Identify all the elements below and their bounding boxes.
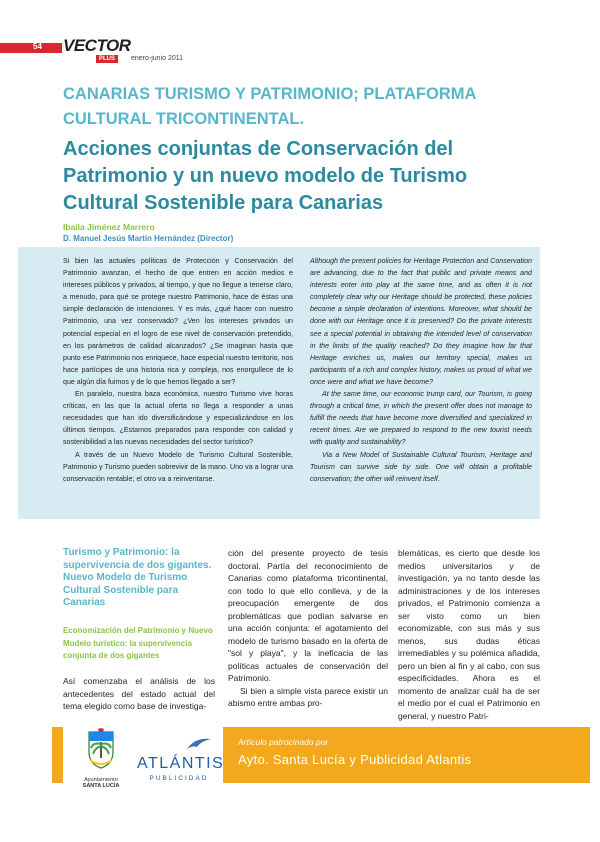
issue-date: enero-junio 2011	[131, 55, 184, 62]
section-subtitle: Turismo y Patrimonio: la supervivencia de dos gigantes. Nuevo Modelo de Turismo Cultural Sostenible para Canarias	[63, 547, 212, 608]
body-paragraph: ción del presente proyecto de tesis doctoral. Partía del reconocimiento de Canarias como plataforma tricontinental, con todo lo que ello conlleva, y de la preocupación emergente de dos problemáticas que podían salvarse en una acción conjunta: el agotamiento del modelo de turismo basado en la oferta de "sol y playa", y la ineficacia de las políticas actuales de conservación del Patrimonio.	[228, 548, 388, 683]
header-red-bar	[0, 43, 62, 53]
author-director: D. Manuel Jesús Martín Hernández (Director)	[63, 234, 234, 243]
sponsor-name: Ayto. Santa Lucía y Publicidad Atlantis	[238, 752, 472, 767]
santa-lucia-line2: SANTA LUCÍA	[82, 783, 120, 789]
body-paragraph: Así comenzaba el análisis de los antecedentes del estado actual del tema elegido como base de investiga-	[63, 676, 215, 711]
abstract-english	[310, 255, 532, 485]
page-number: 54	[33, 42, 42, 51]
abstract-spanish	[63, 255, 293, 485]
abstract-es-paragraph: Si bien las actuales políticas de Protección y Conservación del Patrimonio avanzan, el hecho de que entren en acción medios e intereses públicos y privados, al tiempo, y que no llegue a tenerse claro, a menudo, para qué se protege nuestro Patrimonio, hace de éstas una simple declaración de intenciones. Y es más, ¿qué hacer con nuestro Patrimonio, una vez conservado? ¿Ven los intereses privados un potencial especial en el logro de ese nivel de conservación pretendido, en los parámetros de calidad alcanzados? ¿Se imaginan hasta que punto ese Patrimonio nos enriquece, hace especial nuestro territorio, nos hace partícipes de una historia rica y compleja, nos enorgullece de lo que algún día fuimos y de lo que hemos llegado a ser?	[63, 257, 293, 386]
body-column-2	[228, 547, 388, 710]
section-subsubtitle: Economización del Patrimonio y Nuevo Modelo turístico: la supervivencia conjunta de dos gigantes	[63, 626, 213, 660]
author-primary: Ibaila Jiménez Marrero	[63, 222, 155, 232]
atlantis-logo	[137, 735, 225, 783]
santa-lucia-crest-icon	[73, 728, 129, 772]
atlantis-subtitle: PUBLICIDAD	[149, 775, 209, 782]
sponsor-logos-box	[63, 725, 223, 788]
body-column-3	[398, 547, 540, 722]
santa-lucia-line1: Ayuntamiento	[84, 777, 118, 783]
abstract-es-paragraph: En paralelo, nuestra baza económica, nuestro Turismo vive horas críticas, en las que la actual oferta no llega a responder a unas necesidades que han ido diversificándose y especializándose en los últimos tiempos. ¿Estamos preparados para responder con calidad y sostenibilidad a las nuevas necesidades del sector turístico?	[63, 390, 293, 447]
abstract-en-paragraph: Via a New Model of Sustainable Cultural Tourism, Heritage and Tourism can survive side by side. One will obtain a profitable conservation; the other will reinvent itself.	[310, 450, 532, 483]
magazine-logo: VECTOR	[63, 36, 131, 55]
sponsor-label: Artículo patrocinado por	[238, 737, 329, 747]
article-title: Acciones conjuntas de Conservación del Patrimonio y un nuevo modelo de Turismo Cultural Sostenible para Canarias	[63, 138, 468, 214]
article-kicker: CANARIAS TURISMO Y PATRIMONIO; PLATAFORMA CULTURAL TRICONTINENTAL.	[63, 85, 476, 128]
santa-lucia-logo	[73, 728, 129, 789]
magazine-plus-tag: PLUS	[96, 55, 118, 63]
body-column-1	[63, 675, 215, 713]
abstract-en-paragraph: At the same time, our economic trump card, our Tourism, is going through a critical time, in which the present offer does not manage to fulfill the needs that have become more diversified and specialized in recent times. Are we prepared to respond to the new tourist needs with quality and sustainability?	[310, 390, 532, 447]
body-paragraph: blemáticas, es cierto que desde los medios universitarios y de investigación, ya no tanto desde las administraciones y de los intereses privados, el Patrimonio comienza a ser visto como un bien economizable, con sus más y sus menos, sus dudas éticas irremediables y su polémica añadida, pero un bien al fin y al cabo, con sus especificidades. Ahora es el momento de analizar cuál ha de ser el medio por el cual el Patrimonio en general, y nuestro Patri-	[398, 548, 540, 721]
abstract-en-paragraph: Although the present policies for Heritage Protection and Conservation are advancing, due to the fact that public and private means and interests enter into play at the same time, and as often it is not completely clear why our Heritage should be protected, these policies become a simple declaration of intentions. Moreover, what should be done with our Heritage once it is preserved? Do the private interests see a special potential in obtaining the intended level of conservation in the limits of the quality reached? Do they imagine how far that Heritage enriches us, makes our territory special, makes us participants of a rich and complex history, makes us proud of what we once were and what we have become?	[310, 257, 532, 386]
dolphin-icon	[137, 735, 221, 751]
atlantis-name: ATLÁNTIS	[137, 755, 225, 772]
abstract-es-paragraph: A través de un Nuevo Modelo de Turismo Cultural Sostenible, Patrimonio y Turismo pueden sobrevivir de la mano. Uno va a lograr una conservación rentable; el otro va a reinventarse.	[63, 450, 293, 483]
body-paragraph: Si bien a simple vista parece existir un abismo entre ambas pro-	[228, 685, 388, 708]
